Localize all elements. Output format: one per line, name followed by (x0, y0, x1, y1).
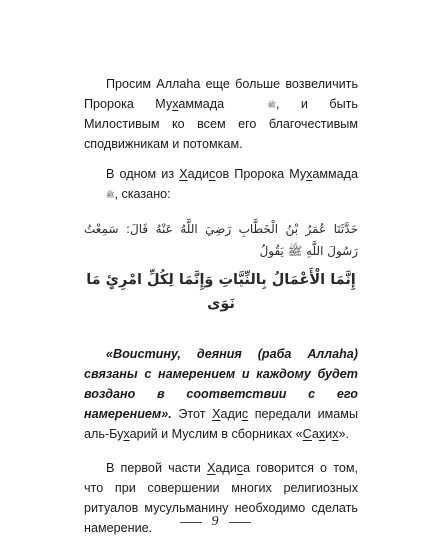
underlined-letter: Х (212, 407, 221, 421)
text-span: , и быть Милостивым ко всем его благочестивым сподвижникам и потомкам. (84, 97, 358, 151)
footer-rule-left (180, 522, 202, 523)
underlined-letter: х (332, 427, 339, 441)
page-number: 9 (211, 514, 219, 529)
text-span: передали имамы аль-Бу (84, 407, 359, 441)
text-span: , сказано: (114, 187, 171, 201)
paragraph-2 (84, 164, 358, 204)
text-span: а (311, 427, 319, 441)
underlined-letter: с (209, 167, 216, 181)
text-span: и (325, 427, 333, 441)
text-span: Этот (171, 407, 213, 421)
text-span: аммада (178, 97, 246, 111)
underlined-letter: Х (206, 461, 216, 475)
text-span: ». (338, 427, 350, 441)
text-span: ади (187, 167, 210, 181)
footer-rule-right (229, 522, 251, 523)
hadith-translation-quote: «Воистину, деяния (раба Аллаhа) связаны с намерением и каждому будет воздано в соответствии с его намерением». (84, 347, 358, 421)
underlined-letter: х (123, 427, 130, 441)
text-span: а говорится о том, что при совершении многих религиозных ритуалов мусульманину необходимо сделать намерение. (84, 461, 358, 535)
salawat-glyph: ﷺ (106, 191, 115, 199)
text-span: ов Пророка Му (215, 167, 307, 181)
paragraph-1 (84, 74, 358, 154)
text-span: арий и Муслим в сборниках « (129, 427, 303, 441)
text-span: В одном из (106, 167, 180, 181)
underlined-letter: х (306, 167, 313, 181)
page-footer (0, 514, 430, 530)
underlined-letter: Х (179, 167, 188, 181)
underlined-letter: С (302, 427, 312, 441)
underlined-letter: с (236, 461, 244, 475)
paragraph-3 (84, 344, 358, 444)
text-span: аммада (312, 167, 358, 181)
text-span: ади (215, 461, 237, 475)
text-span: ади (220, 407, 242, 421)
arabic-isnad: حَدَّثَنَا عُمَرُ بْنُ الْخَطَّابِ رَضِيَ اللَّهُ عَنْهُ قَالَ: سَمِعْتُ رَسُولَ اللَّهِ ﷺ يَقُولُ (84, 222, 358, 258)
text-span: В первой части (106, 461, 207, 475)
underlined-letter: х (318, 427, 326, 441)
text-span: Просим Аллаhа еще больше возвеличить Пророка Му (84, 77, 358, 111)
arabic-hadith-text: إِنَّمَا الْأَعْمَالُ بِالنِّيَّاتِ وَإِنَّمَا لِكُلِّ امْرِئٍ مَا نَوَى (86, 272, 356, 312)
underlined-letter: х (172, 97, 179, 111)
page-body (84, 74, 358, 538)
underlined-letter: с (241, 407, 249, 421)
salawat-glyph: ﷺ (267, 101, 276, 109)
